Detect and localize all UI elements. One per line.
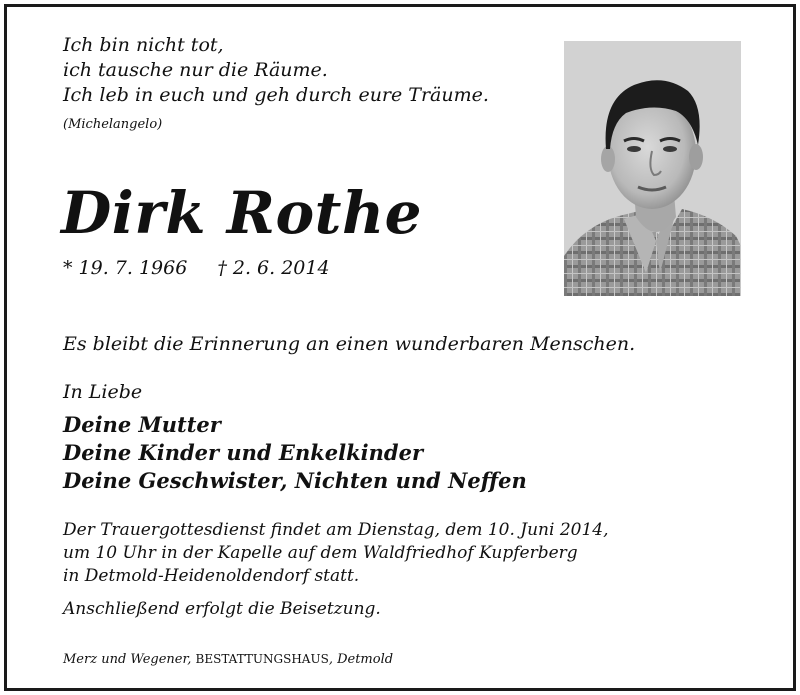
portrait-photo xyxy=(564,41,741,296)
in-love-label: In Liebe xyxy=(63,381,143,403)
deceased-name: Dirk Rothe xyxy=(61,179,423,247)
undertaker-company: BESTATTUNGSHAUS xyxy=(195,652,329,666)
poem-line: Ich leb in euch und geh durch eure Träume. xyxy=(63,84,489,106)
service-line: Der Trauergottesdienst findet am Dienstag, dem 10. Juni 2014, xyxy=(63,520,609,540)
mourners-list xyxy=(63,411,527,495)
mourner-line: Deine Kinder und Enkelkinder xyxy=(63,440,424,465)
poem-line: ich tausche nur die Räume. xyxy=(63,59,328,81)
undertaker-line xyxy=(63,652,393,667)
mourner-line: Deine Geschwister, Nichten und Neffen xyxy=(63,468,527,493)
poem xyxy=(63,33,489,108)
service-line: in Detmold-Heidenoldendorf statt. xyxy=(63,566,360,586)
life-dates xyxy=(63,257,330,279)
poem-line: Ich bin nicht tot, xyxy=(63,34,224,56)
undertaker-location: , Detmold xyxy=(328,652,394,667)
undertaker-name: Merz und Wegener, xyxy=(63,652,196,667)
portrait-illustration xyxy=(564,41,741,296)
mourner-line: Deine Mutter xyxy=(63,412,221,437)
burial-note: Anschließend erfolgt die Beisetzung. xyxy=(63,599,381,619)
poem-author: (Michelangelo) xyxy=(63,117,163,132)
birth-date: * 19. 7. 1966 xyxy=(63,257,188,279)
obituary-frame xyxy=(4,4,796,691)
death-date: † 2. 6. 2014 xyxy=(217,257,330,279)
remembrance-text: Es bleibt die Erinnerung an einen wunderbaren Menschen. xyxy=(63,333,636,355)
service-line: um 10 Uhr in der Kapelle auf dem Waldfriedhof Kupferberg xyxy=(63,543,578,563)
obituary-content xyxy=(7,7,793,688)
service-info xyxy=(63,519,609,588)
